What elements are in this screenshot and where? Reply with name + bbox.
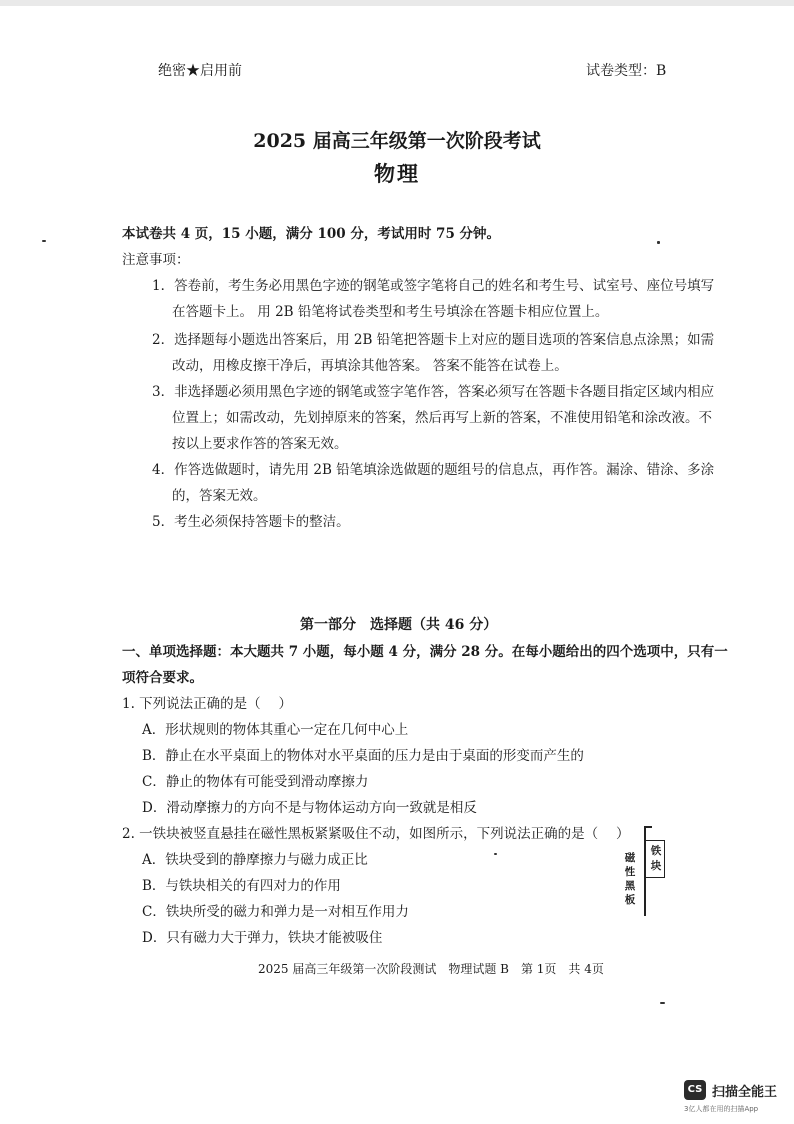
note-line: 3．非选择题必须用黑色字迹的钢笔或签字笔作答，答案必须写在答题卡各题目指定区域内相应 [152, 384, 715, 400]
exam-title: 2025 届高三年级第一次阶段考试 [253, 130, 541, 152]
board-char: 黑 [624, 880, 636, 892]
subject-title: 物理 [374, 161, 420, 186]
scan-speck [660, 1002, 665, 1004]
question-stem: 2. 一铁块被竖直悬挂在磁性黑板紧紧吸住不动，如图所示，下列说法正确的是（ ） [122, 826, 630, 842]
note-line: 4．作答选做题时，请先用 2B 铅笔填涂选做题的题组号的信息点，再作答。漏涂、错涂、多涂 [152, 462, 715, 478]
part-heading: 第一部分 选择题（共 46 分） [300, 617, 498, 633]
exam-intro: 本试卷共 4 页，15 小题，满分 100 分，考试用时 75 分钟。 [122, 226, 501, 242]
note-line: 5．考生必须保持答题卡的整洁。 [152, 514, 350, 530]
option-d: D．只有磁力大于弹力，铁块才能被吸住 [142, 930, 383, 946]
board-char: 性 [624, 866, 636, 878]
scan-top-edge [0, 0, 794, 6]
note-line: 的，答案无效。 [172, 488, 267, 504]
section-instruction-cont: 项符合要求。 [122, 670, 203, 686]
option-b: B．静止在水平桌面上的物体对水平桌面的压力是由于桌面的形变而产生的 [142, 748, 584, 764]
block-char: 铁 [650, 845, 662, 857]
question-stem: 1. 下列说法正确的是（ ） [122, 696, 292, 712]
note-line: 按以上要求作答的答案无效。 [172, 436, 348, 452]
scanner-app-name: 扫描全能王 [712, 1085, 778, 1100]
option-d: D．滑动摩擦力的方向不是与物体运动方向一致就是相反 [142, 800, 477, 816]
option-c: C．静止的物体有可能受到滑动摩擦力 [142, 774, 369, 790]
section-instruction: 一、单项选择题：本大题共 7 小题，每小题 4 分，满分 28 分。在每小题给出的四个选项中，只有一 [122, 644, 728, 660]
note-line: 位置上；如需改动，先划掉原来的答案，然后再写上新的答案，不准使用铅笔和涂改液。不 [172, 410, 712, 426]
board-char: 磁 [624, 852, 636, 864]
note-line: 改动，用橡皮擦干净后，再填涂其他答案。 答案不能答在试卷上。 [172, 358, 568, 374]
option-c: C．铁块所受的磁力和弹力是一对相互作用力 [142, 904, 409, 920]
scan-speck [42, 240, 46, 242]
confidential-label: 绝密★启用前 [158, 63, 242, 79]
note-line: 2．选择题每小题选出答案后，用 2B 铅笔把答题卡上对应的题目选项的答案信息点涂黑；如需 [152, 332, 715, 348]
option-b: B．与铁块相关的有四对力的作用 [142, 878, 341, 894]
scan-speck [657, 241, 660, 244]
scanner-logo-icon: CS [684, 1080, 706, 1100]
note-line: 1．答卷前，考生务必用黑色字迹的钢笔或签字笔将自己的姓名和考生号、试室号、座位号填写 [152, 278, 715, 294]
note-line: 在答题卡上。 用 2B 铅笔将试卷类型和考生号填涂在答题卡相应位置上。 [172, 304, 609, 320]
option-a: A．铁块受到的静摩擦力与磁力成正比 [142, 852, 368, 868]
scan-speck [494, 853, 497, 855]
paper-type-label: 试卷类型：B [586, 63, 667, 79]
block-char: 块 [650, 860, 662, 872]
scanner-app-tagline: 3亿人都在用的扫描App [684, 1105, 759, 1113]
board-char: 板 [624, 894, 636, 906]
option-a: A．形状规则的物体其重心一定在几何中心上 [142, 722, 409, 738]
page-footer: 2025 届高三年级第一次阶段测试 物理试题 B 第 1页 共 4页 [258, 962, 604, 976]
notes-heading: 注意事项： [122, 252, 190, 268]
